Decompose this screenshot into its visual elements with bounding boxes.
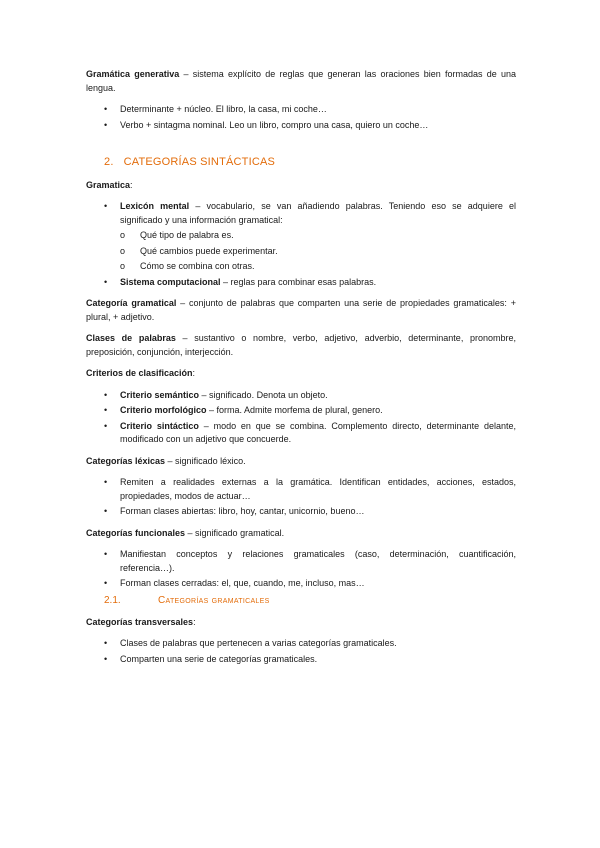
sublist-item: o Qué cambios puede experimentar. [120, 245, 516, 259]
section-number: 2. [104, 156, 114, 168]
gramatica-label [86, 179, 516, 193]
intro-definition: – sistema explícito de reglas que generan las oraciones bien formadas de una lengua. [86, 69, 516, 93]
subsection-number: 2.1. [104, 594, 121, 606]
criterios-list [86, 389, 516, 447]
intro-paragraph [86, 68, 516, 95]
criterio-term: Criterio morfológico [120, 405, 207, 415]
colon: : [130, 179, 133, 190]
funcionales-paragraph [86, 527, 516, 541]
criterio-term: Criterio sintáctico [120, 420, 199, 431]
list-item [86, 404, 516, 418]
list-item [86, 200, 516, 274]
list-item: • Remiten a realidades externas a la gramática. Identifican entidades, acciones, estados, propiedades, modos de actuar… [86, 476, 516, 503]
sublist-item: o Cómo se combina con otras. [120, 260, 516, 274]
criterio-term: Criterio semántico [120, 389, 200, 400]
criterios-term: Criterios de clasificación [86, 368, 193, 378]
lexicas-term: Categorías léxicas [86, 455, 166, 466]
list-item [86, 389, 516, 403]
gramatica-list [86, 200, 516, 289]
subsection-title: Categorías gramaticales [158, 594, 270, 606]
transversales-term: Categorías transversales [86, 616, 194, 627]
clases-definition: – sustantivo o nombre, verbo, adjetivo, adverbio, determinante, pronombre, preposición, conjunción, interjección. [86, 333, 517, 357]
transversales-list [86, 637, 516, 666]
list-item [86, 276, 516, 290]
lexicon-definition: – vocabulario, se van añadiendo palabras. Teniendo eso se adquiere el significado y una información gramatical: [120, 201, 516, 225]
list-item: • Comparten una serie de categorías gramaticales. [86, 653, 516, 667]
gramatica-term: Gramatica [86, 179, 131, 190]
section-title: CATEGORÍAS SINTÁCTICAS [123, 156, 276, 168]
computacional-definition: – reglas para combinar esas palabras. [220, 276, 377, 287]
list-item: • Verbo + sintagma nominal. Leo un libro, compro una casa, quiero un coche… [86, 119, 516, 133]
list-item: • Forman clases abiertas: libro, hoy, cantar, unicornio, bueno… [86, 505, 516, 519]
funcionales-list [86, 548, 516, 591]
categoria-definition: – conjunto de palabras que comparten una serie de propiedades gramaticales: + plural, + adjetivo. [86, 298, 516, 322]
clases-term: Clases de palabras [86, 333, 176, 343]
list-item: • Clases de palabras que pertenecen a varias categorías gramaticales. [86, 637, 516, 651]
funcionales-term: Categorías funcionales [86, 527, 186, 538]
criterio-definition: – modo en que se combina. Complemento directo, determinante delante, modificado con un adjetivo que concuerde. [120, 420, 516, 444]
lexicon-term: Lexicón mental [120, 201, 190, 211]
colon: : [192, 368, 196, 378]
lexicas-list [86, 476, 516, 519]
computacional-term: Sistema computacional [120, 276, 221, 287]
funcionales-definition: – significado gramatical. [185, 527, 285, 538]
document-page [86, 68, 516, 674]
transversales-label [86, 616, 516, 630]
criterios-label [86, 367, 516, 381]
sublist-item: o Qué tipo de palabra es. [120, 229, 516, 243]
clases-paragraph [86, 332, 516, 359]
lexicas-paragraph [86, 455, 516, 469]
categoria-paragraph [86, 297, 516, 324]
list-item: • Determinante + núcleo. El libro, la casa, mi coche… [86, 103, 516, 117]
subsection-heading [104, 593, 516, 608]
list-item: • Manifiestan conceptos y relaciones gramaticales (caso, determinación, cuantificación, referencia…). [86, 548, 516, 575]
list-item [86, 420, 516, 447]
criterio-definition: – forma. Admite morfema de plural, genero. [206, 405, 383, 415]
section-heading [104, 154, 516, 171]
lexicas-definition: – significado léxico. [165, 455, 246, 466]
criterio-definition: – significado. Denota un objeto. [199, 389, 328, 400]
categoria-term: Categoría gramatical [86, 298, 177, 308]
colon: : [193, 616, 196, 627]
intro-term: Gramática generativa [86, 69, 180, 79]
list-item: • Forman clases cerradas: el, que, cuando, me, incluso, mas… [86, 577, 516, 591]
intro-list [86, 103, 516, 132]
lexicon-sublist [120, 229, 516, 274]
